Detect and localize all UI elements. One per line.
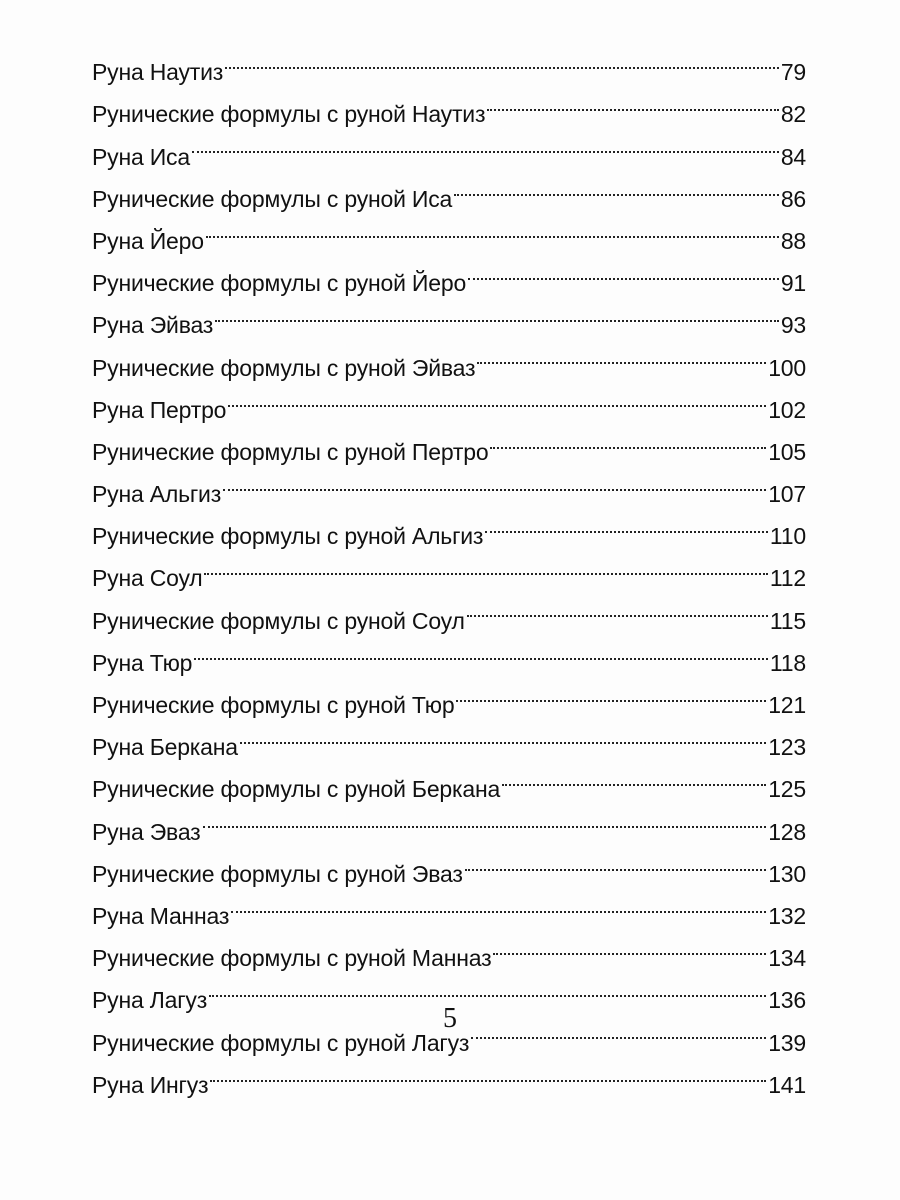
toc-dot-leader [502, 755, 766, 797]
toc-entry-page-number: 112 [769, 565, 806, 592]
toc-entry-title: Руна Йеро [92, 227, 204, 254]
toc-entry-page-number: 102 [768, 396, 806, 423]
toc-entry-title: Рунические формулы с руной Йеро [92, 270, 467, 297]
toc-dot-leader [477, 333, 766, 375]
toc-dot-leader [194, 629, 768, 671]
toc-entry-title: Руна Лагуз [92, 987, 208, 1014]
toc-entry-title: Рунические формулы с руной Беркана [92, 776, 501, 803]
toc-dot-leader [465, 840, 767, 882]
toc-entry-page-number: 141 [768, 1071, 806, 1098]
toc-entry-page-number: 91 [780, 270, 806, 297]
toc-entry-page-number: 134 [768, 945, 806, 972]
toc-entry-page-number: 82 [780, 101, 806, 128]
toc-dot-leader [490, 418, 766, 460]
toc-entry-title: Рунические формулы с руной Иса [92, 185, 453, 212]
toc-entry-title: Рунические формулы с руной Тюр [92, 692, 455, 718]
toc-dot-leader [454, 165, 779, 207]
toc-entry-page-number: 79 [780, 59, 806, 86]
toc-dot-leader [487, 80, 779, 122]
toc-dot-leader [210, 1051, 766, 1093]
toc-entry-title: Руна Манназ [92, 902, 230, 929]
toc-entry-title: Рунические формулы с руной Эваз [92, 860, 463, 887]
toc-entry-title: Руна Эваз [92, 818, 201, 845]
toc-entry-title: Рунические формулы с руной Альгиз [92, 523, 484, 550]
toc-dot-leader [204, 544, 767, 586]
toc-entry-title: Рунические формулы с руной Манназ [92, 945, 492, 972]
toc-entry-page-number: 115 [769, 607, 806, 634]
toc-entry-page-number: 84 [780, 143, 806, 170]
toc-entry-page-number: 93 [780, 312, 806, 339]
toc-entry-title: Рунические формулы с руной Соул [92, 607, 465, 634]
toc-dot-leader [203, 797, 767, 839]
toc-entry-page-number: 136 [768, 987, 806, 1014]
toc-entry-title: Руна Тюр [92, 649, 193, 676]
page-number: 5 [443, 1003, 457, 1034]
toc-dot-leader [228, 376, 766, 418]
toc-entry-title: Рунические формулы с руной Лагуз [92, 1029, 470, 1056]
toc-entry-page-number: 123 [768, 734, 806, 761]
toc-entry-page-number: 88 [780, 227, 806, 254]
toc-entry-title: Руна Наутиз [92, 59, 224, 86]
toc-dot-leader [485, 502, 768, 544]
toc-dot-leader [225, 38, 779, 80]
toc-entry-page-number: 110 [769, 523, 806, 550]
toc-entry-title: Рунические формулы с руной Наутиз [92, 101, 486, 128]
toc-entry [92, 165, 806, 212]
toc-entry-title: Руна Беркана [92, 734, 238, 761]
toc-entry-page-number: 132 [768, 902, 806, 929]
toc-entry-page-number: 105 [768, 438, 806, 465]
toc-entry-title: Руна Эйваз [92, 312, 214, 339]
toc-entry-title: Рунические формулы с руной Эйваз [92, 354, 476, 381]
toc-dot-leader [192, 122, 779, 164]
toc-entry-title: Руна Альгиз [92, 481, 222, 508]
toc-entry [92, 122, 806, 170]
table-of-contents [92, 38, 806, 1098]
toc-entry-page-number: 128 [768, 818, 806, 845]
toc-entry [92, 629, 806, 676]
toc-dot-leader [456, 671, 766, 713]
toc-entry-page-number: 121 [768, 692, 806, 718]
toc-entry-title: Рунические формулы с руной Пертро [92, 438, 489, 465]
toc-entry-page-number: 139 [768, 1029, 806, 1056]
toc-entry-page-number: 86 [780, 185, 806, 212]
toc-entry-title: Руна Пертро [92, 396, 227, 423]
toc-dot-leader [240, 713, 766, 755]
toc-dot-leader [209, 966, 766, 1008]
toc-entry [92, 38, 806, 86]
toc-entry-page-number: 100 [768, 354, 806, 381]
toc-dot-leader [215, 291, 779, 333]
toc-dot-leader [493, 924, 766, 966]
toc-dot-leader [231, 882, 766, 924]
toc-entry [92, 671, 806, 718]
toc-dot-leader [206, 207, 779, 249]
toc-dot-leader [467, 586, 768, 628]
toc-entry-title: Руна Соул [92, 565, 203, 592]
toc-entry-page-number: 130 [768, 860, 806, 887]
toc-entry-page-number: 118 [769, 649, 806, 676]
toc-dot-leader [468, 249, 779, 291]
toc-entry-title: Руна Ингуз [92, 1071, 209, 1098]
toc-entry-page-number: 125 [768, 776, 806, 803]
toc-entry-page-number: 107 [768, 481, 806, 508]
toc-dot-leader [223, 460, 766, 502]
toc-entry-title: Руна Иса [92, 143, 190, 170]
